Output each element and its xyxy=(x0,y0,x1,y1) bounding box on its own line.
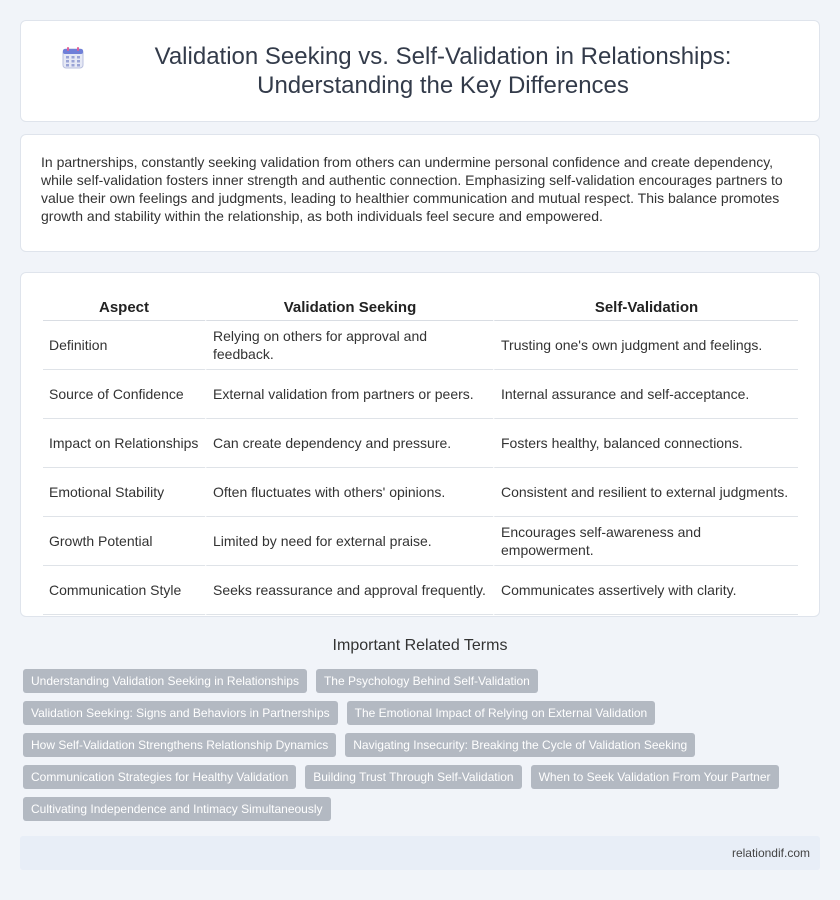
table-row xyxy=(43,321,798,370)
table-cell: Communication Style xyxy=(43,566,205,615)
title-wrap xyxy=(21,21,819,121)
table-cell: Can create dependency and pressure. xyxy=(205,419,493,468)
table-cell: Trusting one's own judgment and feelings. xyxy=(493,321,798,370)
header-aspect: Aspect xyxy=(43,295,205,321)
related-terms-title: Important Related Terms xyxy=(332,637,508,654)
table-cell: Limited by need for external praise. xyxy=(205,517,493,566)
related-term-tag[interactable]: Communication Strategies for Healthy Validation xyxy=(23,765,296,789)
table-cell: Consistent and resilient to external judgments. xyxy=(493,468,798,517)
table-cell: Often fluctuates with others' opinions. xyxy=(205,468,493,517)
related-term-tag[interactable]: Navigating Insecurity: Breaking the Cycle of Validation Seeking xyxy=(345,733,695,757)
table-cell: External validation from partners or peers. xyxy=(205,370,493,419)
header-validation-seeking: Validation Seeking xyxy=(205,295,493,321)
footer-site-link[interactable]: relationdif.com xyxy=(731,846,810,860)
table-cell: Source of Confidence xyxy=(43,370,205,419)
related-term-tag[interactable]: Understanding Validation Seeking in Relationships xyxy=(23,669,307,693)
footer xyxy=(20,836,820,870)
related-term-tag[interactable]: Building Trust Through Self-Validation xyxy=(305,765,521,789)
table-cell: Encourages self-awareness and empowerment. xyxy=(493,517,798,566)
comparison-table xyxy=(43,295,798,615)
table-cell: Internal assurance and self-acceptance. xyxy=(493,370,798,419)
calendar-icon xyxy=(61,46,85,70)
table-cell: Communicates assertively with clarity. xyxy=(493,566,798,615)
table-cell: Fosters healthy, balanced connections. xyxy=(493,419,798,468)
related-term-tag[interactable]: Cultivating Independence and Intimacy Simultaneously xyxy=(23,797,331,821)
related-terms-list xyxy=(23,669,823,829)
intro-card xyxy=(20,134,820,252)
table-row xyxy=(43,566,798,615)
page-title: Validation Seeking vs. Self-Validation in Relationships: Understanding the Key Differences xyxy=(154,43,732,99)
related-term-tag[interactable]: When to Seek Validation From Your Partner xyxy=(531,765,779,789)
related-term-tag[interactable]: The Emotional Impact of Relying on External Validation xyxy=(347,701,656,725)
table-row xyxy=(43,468,798,517)
related-term-tag[interactable]: How Self-Validation Strengthens Relationship Dynamics xyxy=(23,733,336,757)
comparison-table-card xyxy=(20,272,820,617)
table-row xyxy=(43,517,798,566)
intro-paragraph: In partnerships, constantly seeking validation from others can undermine personal confidence and create dependency, while self-validation fosters inner strength and authentic connection. Emphasizing self-validation encourages partners to value their own feelings and judgments, leading to healthier communication and mutual respect. This balance promotes growth and stability within the relationship, as both individuals feel secure and empowered. xyxy=(41,154,783,224)
related-term-tag[interactable]: The Psychology Behind Self-Validation xyxy=(316,669,538,693)
table-cell: Seeks reassurance and approval frequently. xyxy=(205,566,493,615)
table-cell: Emotional Stability xyxy=(43,468,205,517)
header-self-validation: Self-Validation xyxy=(493,295,798,321)
table-row xyxy=(43,419,798,468)
table-cell: Growth Potential xyxy=(43,517,205,566)
table-header-row xyxy=(43,295,798,321)
table-cell: Impact on Relationships xyxy=(43,419,205,468)
table-row xyxy=(43,370,798,419)
table-cell: Relying on others for approval and feedback. xyxy=(205,321,493,370)
table-cell: Definition xyxy=(43,321,205,370)
header-card xyxy=(20,20,820,122)
related-term-tag[interactable]: Validation Seeking: Signs and Behaviors in Partnerships xyxy=(23,701,338,725)
